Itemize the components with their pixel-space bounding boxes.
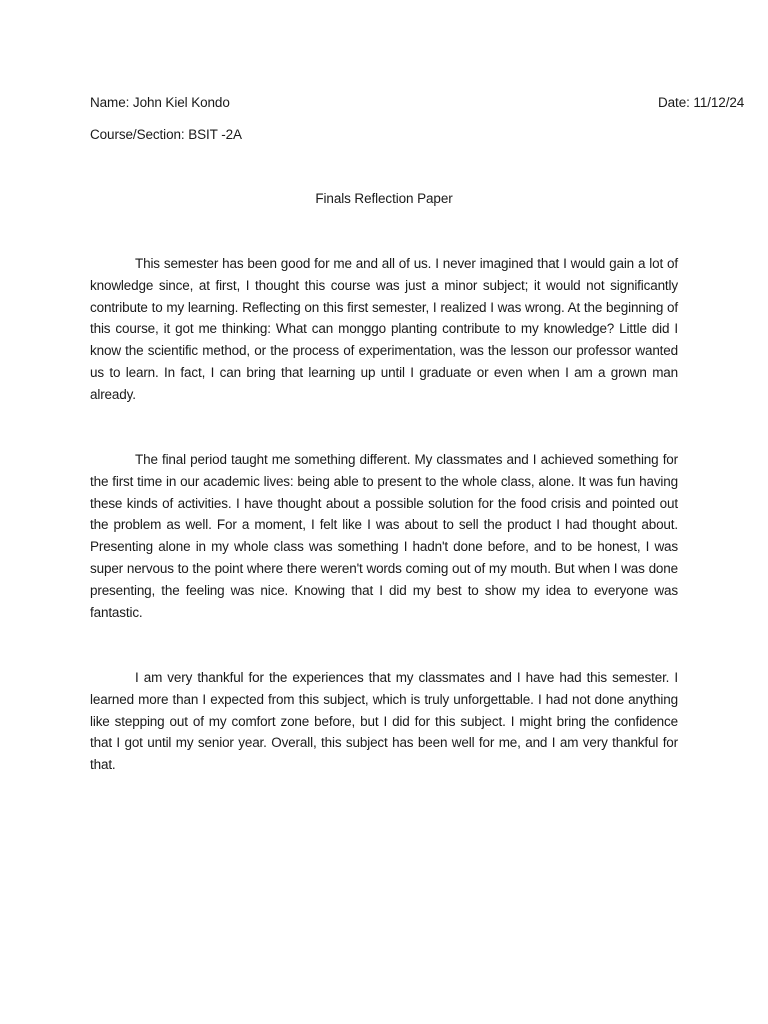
student-name: Name: John Kiel Kondo	[90, 95, 230, 110]
paper-title: Finals Reflection Paper	[315, 191, 453, 206]
name-date-row	[90, 95, 745, 111]
paragraph-2: The final period taught me something different. My classmates and I achieved something for the first time in our academic lives: being able to present to the whole class, alone. It was fun having these kinds of activities. I have thought about a possible solution for the food crisis and pointed out the problem as well. For a moment, I felt like I was about to sell the product I had thought about. Presenting alone in my whole class was something I hadn't done before, and to be honest, I was super nervous to the point where there weren't words coming out of my mouth. But when I was done presenting, the feeling was nice. Knowing that I did my best to show my idea to everyone was fantastic.	[90, 452, 678, 620]
course-section: Course/Section: BSIT -2A	[90, 127, 242, 142]
date: Date: 11/12/24	[658, 95, 745, 110]
paragraph-1: This semester has been good for me and all of us. I never imagined that I would gain a lot of knowledge since, at first, I thought this course was just a minor subject; it would not significantly contribute to my learning. Reflecting on this first semester, I realized I was wrong. At the beginning of this course, it got me thinking: What can monggo planting contribute to my knowledge? Little did I know the scientific method, or the process of experimentation, was the lesson our professor wanted us to learn. In fact, I can bring that learning up until I graduate or even when I am a grown man already.	[90, 256, 678, 402]
paragraph-3: I am very thankful for the experiences that my classmates and I have had this semester. I learned more than I expected from this subject, which is truly unforgettable. I had not done anything like stepping out of my comfort zone before, but I did for this subject. I might bring the confidence that I got until my senior year. Overall, this subject has been well for me, and I am very thankful for that.	[90, 670, 678, 773]
